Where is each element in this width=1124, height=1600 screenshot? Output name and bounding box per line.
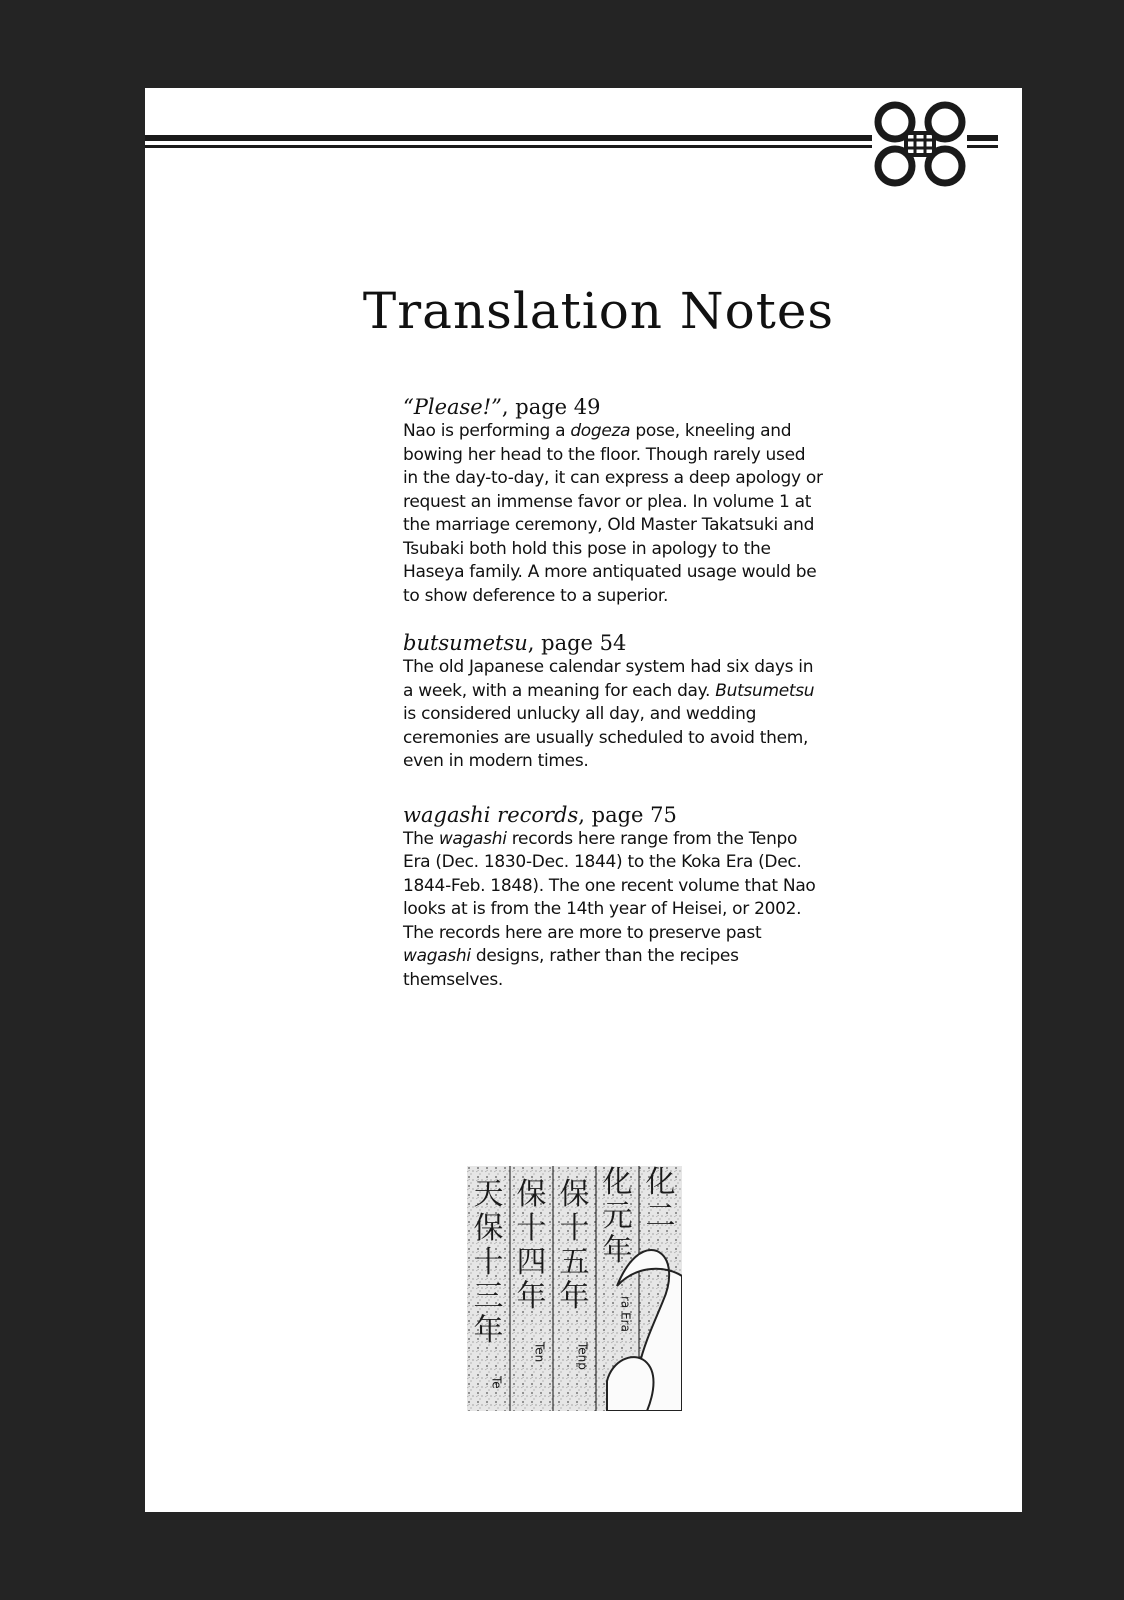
notes-list: [403, 394, 823, 1014]
note-text: The: [403, 828, 439, 849]
era-label: Tenp: [575, 1342, 590, 1370]
kanji-character: 年: [516, 1279, 547, 1314]
kanji-character: 保: [516, 1177, 547, 1212]
note-text-italic: wagashi: [438, 828, 507, 849]
note-body: [403, 828, 823, 993]
note-text: records here range from the Tenpo Era (Dec. 1830-Dec. 1844) to the Koka Era (Dec. 1844-Feb. 1848). The one recent volume that Nao looks at is from the 14th year of Heisei, or 2002. The records here are more to preserve past: [403, 828, 816, 943]
kanji-character: 十: [473, 1245, 504, 1280]
note-text: The old Japanese calendar system had six days in a week, with a meaning for each day.: [403, 657, 814, 701]
note-text: is considered unlucky all day, and wedding ceremonies are usually scheduled to avoid them, even in modern times.: [403, 704, 809, 771]
era-label: Ten: [532, 1342, 547, 1363]
note-body: [403, 656, 823, 774]
translation-notes-page: [145, 88, 1022, 1512]
rule-line: [145, 145, 872, 148]
kanji-character: 保: [473, 1211, 504, 1246]
note-term: “Please!”: [403, 395, 502, 419]
note-page-ref: , page 54: [527, 631, 627, 655]
note-term: wagashi records: [403, 802, 579, 827]
era-label: Te: [489, 1376, 504, 1389]
note-butsumetsu: [403, 630, 823, 774]
kanji-character: 五: [559, 1245, 590, 1280]
kanji-character: 年: [473, 1313, 504, 1348]
kanji-character: 天: [473, 1177, 504, 1212]
wagashi-records-illustration: [467, 1166, 682, 1411]
rule-line: [145, 135, 872, 141]
note-text-italic: dogeza: [570, 421, 631, 441]
note-please: [403, 394, 823, 608]
kanji-character: 十: [516, 1211, 547, 1246]
kanji-character: 保: [559, 1177, 590, 1212]
era-label: ra Era: [618, 1296, 633, 1332]
kanji-character: 三: [473, 1279, 504, 1314]
kanji-character: 十: [559, 1211, 590, 1246]
note-text-italic: Butsumetsu: [715, 680, 815, 701]
note-text: designs, rather than the recipes themselves.: [403, 946, 739, 990]
note-term: butsumetsu: [403, 631, 528, 655]
note-page-ref: , page 49: [501, 395, 601, 419]
kanji-character: 年: [602, 1233, 633, 1268]
note-text-italic: wagashi: [403, 946, 471, 966]
note-heading: [403, 394, 823, 420]
kanji-character: 化: [602, 1166, 633, 1200]
kanji-character: 四: [516, 1245, 547, 1280]
note-wagashi-records: [403, 802, 823, 993]
note-body: [403, 420, 823, 608]
page-title: Translation Notes: [362, 282, 835, 340]
kanji-character: 二: [645, 1199, 676, 1234]
kanji-character: 化: [645, 1166, 676, 1200]
kanji-character: 元: [602, 1199, 633, 1234]
knot-ornament-icon: [865, 96, 975, 192]
note-page-ref: , page 75: [578, 802, 677, 827]
kanji-character: 年: [559, 1279, 590, 1314]
note-heading: [403, 630, 823, 656]
note-text: Nao is performing a: [403, 421, 571, 441]
note-heading: [403, 802, 823, 828]
note-text: pose, kneeling and bowing her head to the floor. Though rarely used in the day-to-day, it can express a deep apology or request an immense favor or plea. In volume 1 at the marriage ceremony, Old Master Takatsuki and Tsubaki both hold this pose in apology to the Haseya family. A more antiquated usage would be to show deference to a superior.: [403, 421, 823, 606]
